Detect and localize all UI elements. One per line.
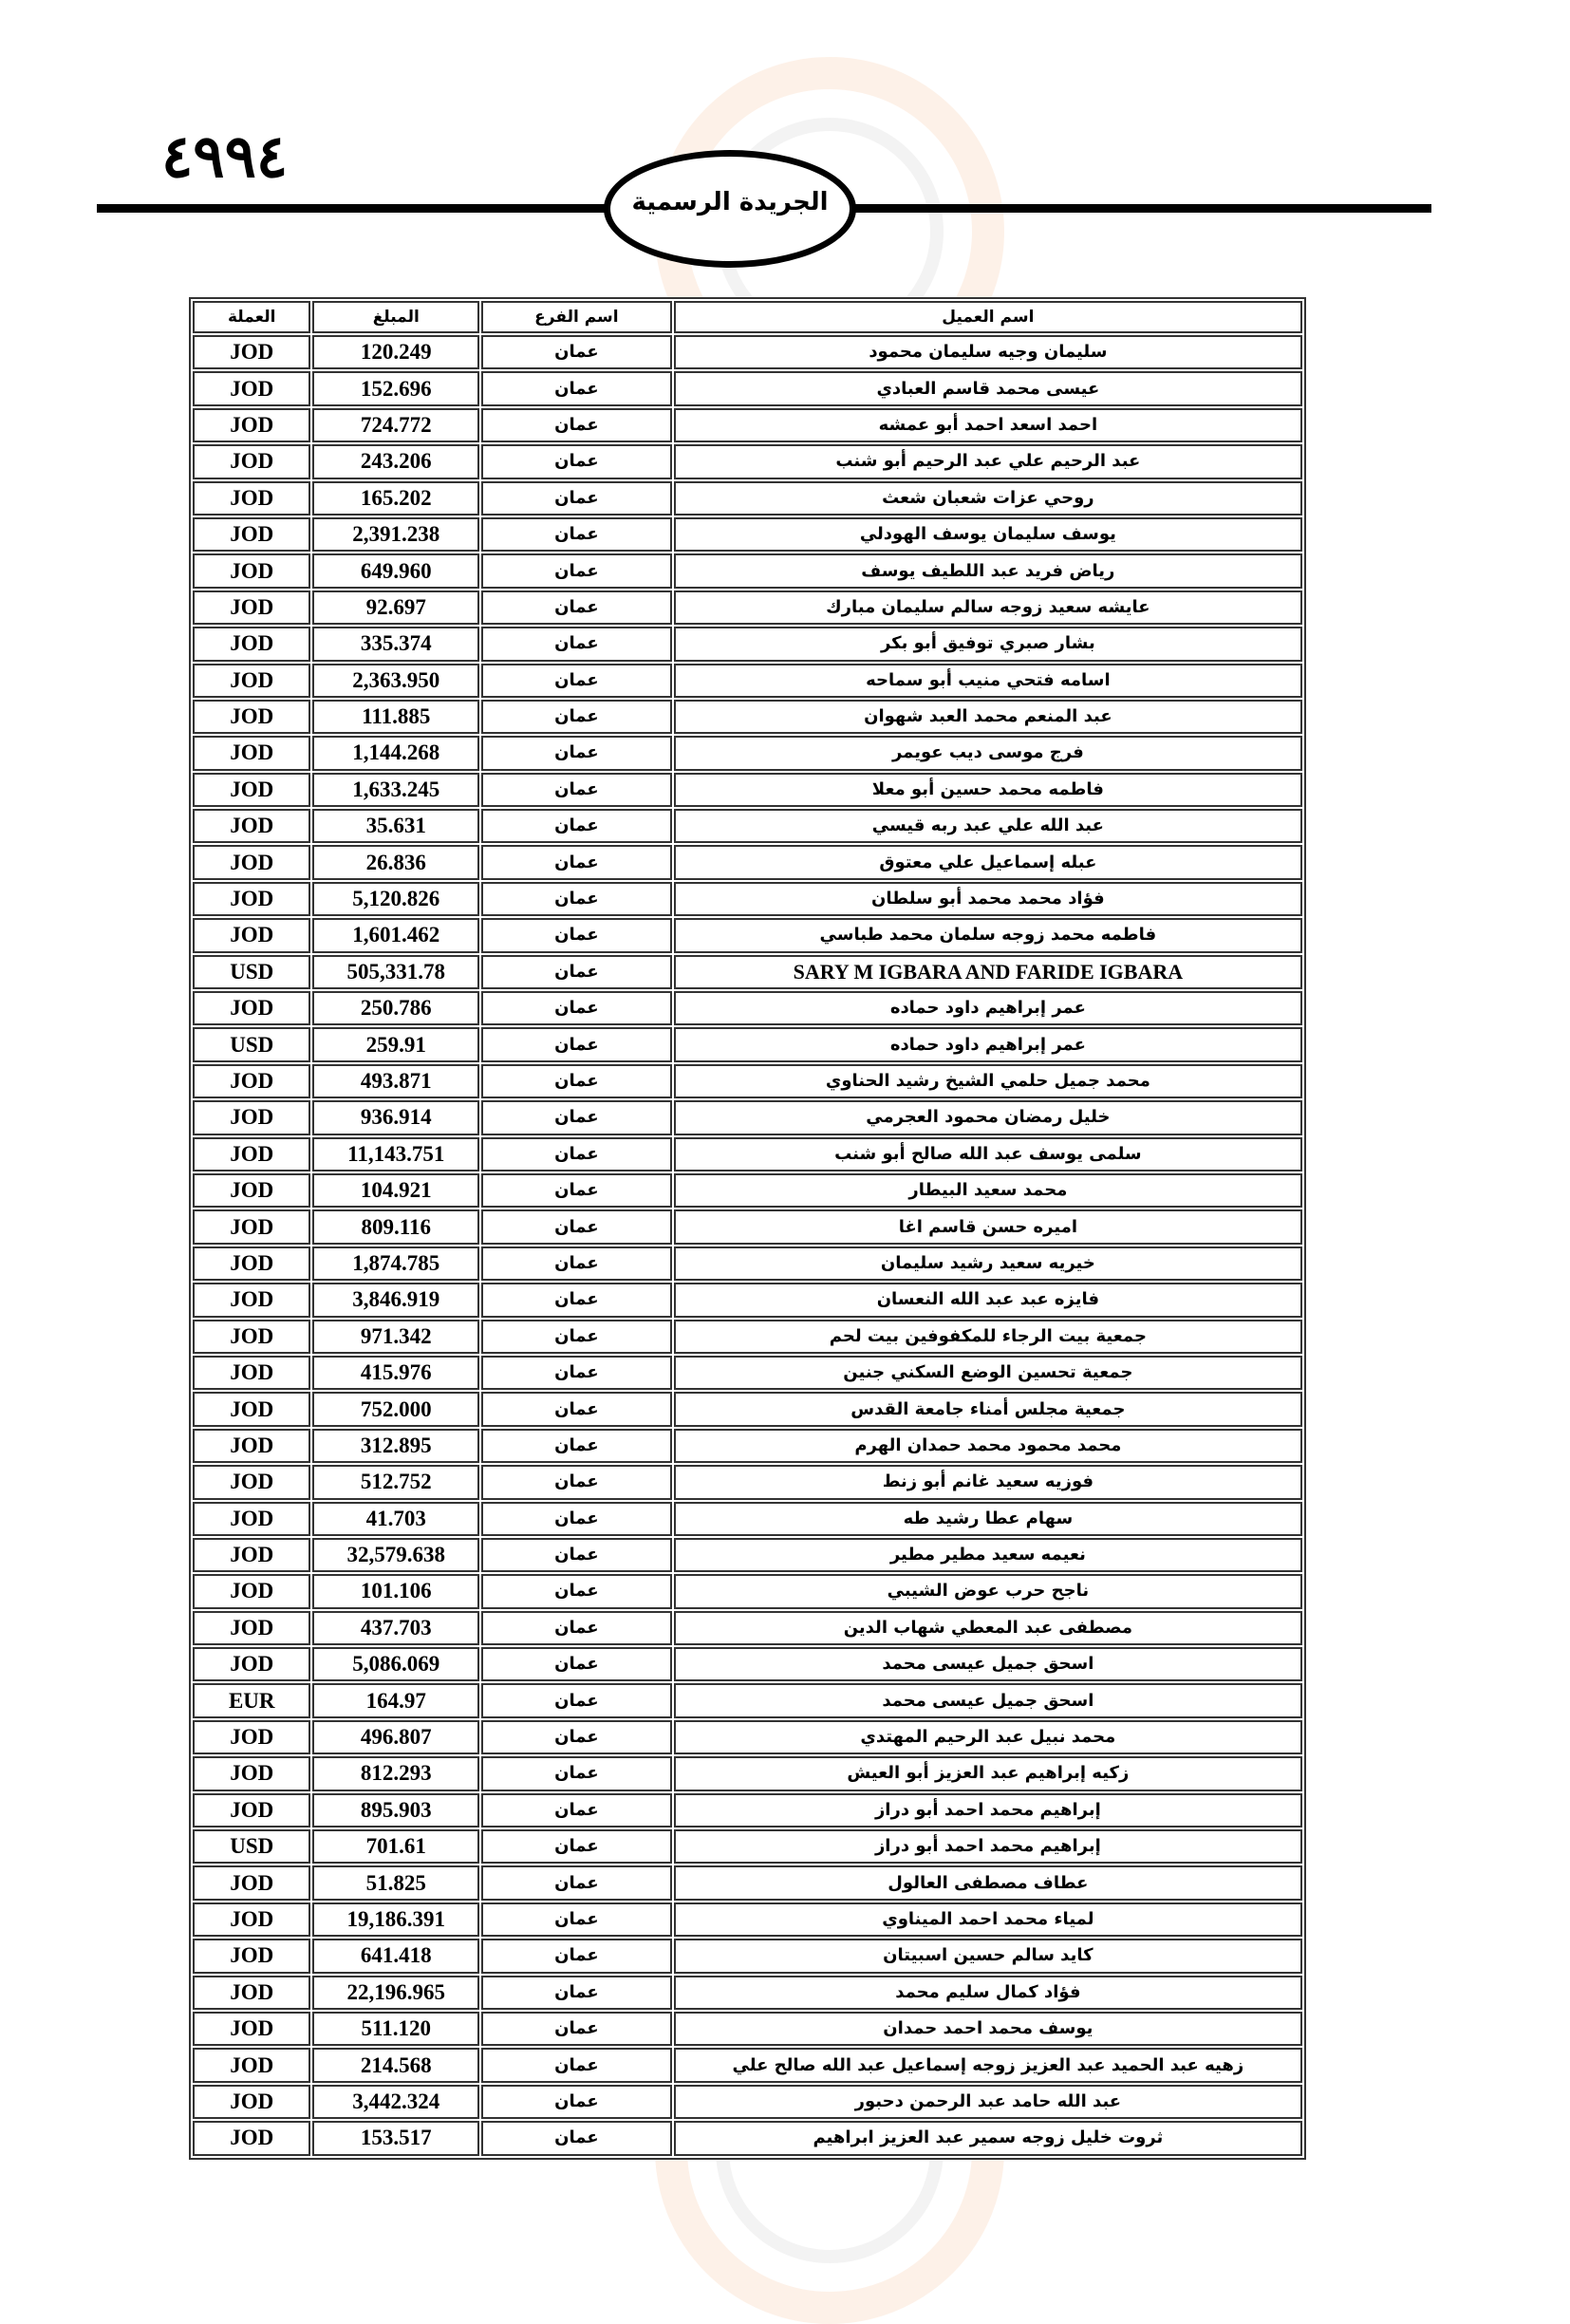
cell-amount: 1,601.462 bbox=[312, 918, 479, 952]
cell-amount: 895.903 bbox=[312, 1793, 479, 1827]
table-row bbox=[193, 1976, 1302, 2010]
cell-name: جمعية تحسين الوضع السكني جنين bbox=[674, 1356, 1302, 1390]
cell-name: عبد المنعم محمد العبد شهوان bbox=[674, 700, 1302, 734]
column-header-currency: العملة bbox=[193, 301, 310, 333]
cell-amount: 3,442.324 bbox=[312, 2085, 479, 2119]
cell-currency: JOD bbox=[193, 1209, 310, 1244]
cell-branch: عمان bbox=[481, 1939, 672, 1973]
cell-branch: عمان bbox=[481, 700, 672, 734]
table-row bbox=[193, 1939, 1302, 1973]
cell-branch: عمان bbox=[481, 517, 672, 552]
table-row bbox=[193, 1246, 1302, 1281]
cell-name: فاطمه محمد حسين أبو معلا bbox=[674, 773, 1302, 807]
cell-currency: JOD bbox=[193, 1538, 310, 1572]
cell-name: خيريه سعيد رشيد سليمان bbox=[674, 1246, 1302, 1281]
cell-branch: عمان bbox=[481, 1976, 672, 2010]
cell-branch: عمان bbox=[481, 736, 672, 770]
cell-name: عبد الله علي عبد ربه قيسي bbox=[674, 809, 1302, 843]
cell-name: فوزيه سعيد غانم أبو زنط bbox=[674, 1465, 1302, 1499]
cell-amount: 104.921 bbox=[312, 1173, 479, 1208]
cell-name: اسامه فتحي منيب أبو سماحه bbox=[674, 664, 1302, 698]
cell-name: خليل رمضان محمود العجرمي bbox=[674, 1100, 1302, 1134]
cell-amount: 2,391.238 bbox=[312, 517, 479, 552]
cell-amount: 1,874.785 bbox=[312, 1246, 479, 1281]
table-row bbox=[193, 1283, 1302, 1317]
table-row bbox=[193, 845, 1302, 879]
cell-branch: عمان bbox=[481, 1829, 672, 1864]
cell-branch: عمان bbox=[481, 1100, 672, 1134]
cell-amount: 19,186.391 bbox=[312, 1902, 479, 1937]
cell-amount: 496.807 bbox=[312, 1720, 479, 1754]
table-row bbox=[193, 1683, 1302, 1717]
cell-branch: عمان bbox=[481, 1246, 672, 1281]
cell-currency: JOD bbox=[193, 1320, 310, 1354]
cell-currency: JOD bbox=[193, 1502, 310, 1536]
cell-branch: عمان bbox=[481, 1574, 672, 1608]
cell-currency: JOD bbox=[193, 736, 310, 770]
cell-currency: JOD bbox=[193, 1574, 310, 1608]
cell-branch: عمان bbox=[481, 1283, 672, 1317]
table-header-row bbox=[193, 301, 1302, 333]
cell-name: فايزه عبد عبد الله النعسان bbox=[674, 1283, 1302, 1317]
cell-amount: 437.703 bbox=[312, 1611, 479, 1645]
table-row bbox=[193, 1173, 1302, 1208]
cell-currency: USD bbox=[193, 1829, 310, 1864]
cell-name: عطاف مصطفى العالول bbox=[674, 1865, 1302, 1900]
cell-branch: عمان bbox=[481, 371, 672, 405]
cell-branch: عمان bbox=[481, 1173, 672, 1208]
cell-amount: 812.293 bbox=[312, 1756, 479, 1790]
cell-name: محمد سعيد البيطار bbox=[674, 1173, 1302, 1208]
table-row bbox=[193, 590, 1302, 625]
table-row bbox=[193, 1209, 1302, 1244]
cell-branch: عمان bbox=[481, 1356, 672, 1390]
table-row bbox=[193, 1320, 1302, 1354]
table-row bbox=[193, 1027, 1302, 1061]
cell-currency: JOD bbox=[193, 1756, 310, 1790]
cell-amount: 5,086.069 bbox=[312, 1647, 479, 1681]
table-row bbox=[193, 1465, 1302, 1499]
cell-branch: عمان bbox=[481, 2012, 672, 2046]
cell-currency: JOD bbox=[193, 481, 310, 515]
table-row bbox=[193, 408, 1302, 442]
cell-name: محمد نبيل عبد الرحيم المهتدي bbox=[674, 1720, 1302, 1754]
cell-name: فؤاد كمال سليم محمد bbox=[674, 1976, 1302, 2010]
cell-currency: JOD bbox=[193, 700, 310, 734]
gazette-title-oval bbox=[604, 150, 856, 268]
cell-currency: JOD bbox=[193, 627, 310, 661]
cell-branch: عمان bbox=[481, 1209, 672, 1244]
table-row bbox=[193, 991, 1302, 1025]
cell-currency: JOD bbox=[193, 1647, 310, 1681]
cell-currency: JOD bbox=[193, 664, 310, 698]
table-row bbox=[193, 1647, 1302, 1681]
cell-name: لمياء محمد احمد الميناوي bbox=[674, 1902, 1302, 1937]
table-row bbox=[193, 1829, 1302, 1864]
table-row bbox=[193, 553, 1302, 588]
cell-currency: JOD bbox=[193, 1793, 310, 1827]
table-row bbox=[193, 371, 1302, 405]
table-row bbox=[193, 1611, 1302, 1645]
cell-branch: عمان bbox=[481, 664, 672, 698]
cell-branch: عمان bbox=[481, 2121, 672, 2155]
cell-name: ثروت خليل زوجه سمير عبد العزيز ابراهيم bbox=[674, 2121, 1302, 2155]
table-row bbox=[193, 517, 1302, 552]
cell-name: فاطمه محمد زوجه سلمان محمد طباسي bbox=[674, 918, 1302, 952]
cell-amount: 936.914 bbox=[312, 1100, 479, 1134]
cell-branch: عمان bbox=[481, 955, 672, 989]
cell-branch: عمان bbox=[481, 918, 672, 952]
cell-amount: 701.61 bbox=[312, 1829, 479, 1864]
cell-name: سليمان وجيه سليمان محمود bbox=[674, 335, 1302, 369]
cell-name: محمد محمود محمد حمدان الهرم bbox=[674, 1429, 1302, 1463]
cell-amount: 41.703 bbox=[312, 1502, 479, 1536]
cell-branch: عمان bbox=[481, 335, 672, 369]
table-row bbox=[193, 1720, 1302, 1754]
table-row bbox=[193, 1902, 1302, 1937]
cell-currency: JOD bbox=[193, 1720, 310, 1754]
cell-name: احمد اسعد احمد أبو عمشه bbox=[674, 408, 1302, 442]
cell-branch: عمان bbox=[481, 773, 672, 807]
cell-name: نعيمه سعيد مطير مطير bbox=[674, 1538, 1302, 1572]
cell-branch: عمان bbox=[481, 1647, 672, 1681]
cell-currency: JOD bbox=[193, 444, 310, 478]
cell-currency: JOD bbox=[193, 2085, 310, 2119]
table-row bbox=[193, 2121, 1302, 2155]
cell-name: سلمى يوسف عبد الله صالح أبو شنب bbox=[674, 1137, 1302, 1171]
cell-name: عبد الله حامد عبد الرحمن دحبور bbox=[674, 2085, 1302, 2119]
cell-branch: عمان bbox=[481, 1793, 672, 1827]
cell-amount: 724.772 bbox=[312, 408, 479, 442]
cell-amount: 505,331.78 bbox=[312, 955, 479, 989]
cell-currency: JOD bbox=[193, 1976, 310, 2010]
cell-branch: عمان bbox=[481, 2048, 672, 2082]
cell-amount: 649.960 bbox=[312, 553, 479, 588]
cell-name: فرج موسى ديب عويمر bbox=[674, 736, 1302, 770]
cell-branch: عمان bbox=[481, 553, 672, 588]
cell-currency: JOD bbox=[193, 1865, 310, 1900]
table-row bbox=[193, 918, 1302, 952]
cell-name: عمر إبراهيم داود حماده bbox=[674, 991, 1302, 1025]
table-row bbox=[193, 1756, 1302, 1790]
column-header-branch: اسم الفرع bbox=[481, 301, 672, 333]
cell-name: ناجح حرب عوض الشيبي bbox=[674, 1574, 1302, 1608]
cell-amount: 152.696 bbox=[312, 371, 479, 405]
cell-branch: عمان bbox=[481, 1465, 672, 1499]
cell-amount: 809.116 bbox=[312, 1209, 479, 1244]
cell-name: يوسف سليمان يوسف الهودلي bbox=[674, 517, 1302, 552]
cell-currency: JOD bbox=[193, 1100, 310, 1134]
cell-branch: عمان bbox=[481, 590, 672, 625]
table-row bbox=[193, 1100, 1302, 1134]
cell-name: عبله إسماعيل علي معتوق bbox=[674, 845, 1302, 879]
cell-currency: JOD bbox=[193, 918, 310, 952]
cell-amount: 312.895 bbox=[312, 1429, 479, 1463]
cell-currency: JOD bbox=[193, 991, 310, 1025]
table-row bbox=[193, 1429, 1302, 1463]
cell-amount: 511.120 bbox=[312, 2012, 479, 2046]
table-row bbox=[193, 2048, 1302, 2082]
cell-name: فؤاد محمد محمد أبو سلطان bbox=[674, 882, 1302, 916]
cell-name: اسحق جميل عيسى محمد bbox=[674, 1647, 1302, 1681]
cell-currency: JOD bbox=[193, 2012, 310, 2046]
cell-amount: 641.418 bbox=[312, 1939, 479, 1973]
cell-currency: JOD bbox=[193, 408, 310, 442]
cell-branch: عمان bbox=[481, 1538, 672, 1572]
table-row bbox=[193, 2012, 1302, 2046]
cell-amount: 153.517 bbox=[312, 2121, 479, 2155]
cell-amount: 512.752 bbox=[312, 1465, 479, 1499]
cell-amount: 111.885 bbox=[312, 700, 479, 734]
cell-currency: JOD bbox=[193, 882, 310, 916]
cell-currency: JOD bbox=[193, 590, 310, 625]
cell-amount: 214.568 bbox=[312, 2048, 479, 2082]
table-row bbox=[193, 664, 1302, 698]
cell-branch: عمان bbox=[481, 1902, 672, 1937]
cell-branch: عمان bbox=[481, 1027, 672, 1061]
cell-branch: عمان bbox=[481, 809, 672, 843]
accounts-table bbox=[189, 297, 1306, 2160]
cell-currency: JOD bbox=[193, 845, 310, 879]
cell-currency: JOD bbox=[193, 1465, 310, 1499]
cell-name: كايد سالم حسين اسبيتان bbox=[674, 1939, 1302, 1973]
cell-branch: عمان bbox=[481, 1320, 672, 1354]
cell-name: يوسف محمد احمد حمدان bbox=[674, 2012, 1302, 2046]
cell-branch: عمان bbox=[481, 1064, 672, 1098]
cell-amount: 335.374 bbox=[312, 627, 479, 661]
cell-currency: JOD bbox=[193, 2121, 310, 2155]
cell-name: اميره حسن قاسم اغا bbox=[674, 1209, 1302, 1244]
cell-name: رياض فريد عبد اللطيف يوسف bbox=[674, 553, 1302, 588]
cell-currency: JOD bbox=[193, 1064, 310, 1098]
column-header-amount: المبلغ bbox=[312, 301, 479, 333]
cell-branch: عمان bbox=[481, 1137, 672, 1171]
cell-amount: 35.631 bbox=[312, 809, 479, 843]
cell-branch: عمان bbox=[481, 2085, 672, 2119]
table-body bbox=[193, 335, 1302, 2156]
cell-branch: عمان bbox=[481, 1720, 672, 1754]
table-row bbox=[193, 882, 1302, 916]
table-row bbox=[193, 1502, 1302, 1536]
column-header-name: اسم العميل bbox=[674, 301, 1302, 333]
table-row bbox=[193, 955, 1302, 989]
cell-name: زكيه إبراهيم عبد العزيز أبو العيش bbox=[674, 1756, 1302, 1790]
cell-currency: JOD bbox=[193, 553, 310, 588]
cell-name: عيسى محمد قاسم العبادي bbox=[674, 371, 1302, 405]
cell-amount: 165.202 bbox=[312, 481, 479, 515]
table-row bbox=[193, 1064, 1302, 1098]
cell-branch: عمان bbox=[481, 1683, 672, 1717]
cell-name: سهام عطا رشيد طه bbox=[674, 1502, 1302, 1536]
cell-name: جمعية مجلس أمناء جامعة القدس bbox=[674, 1392, 1302, 1426]
cell-branch: عمان bbox=[481, 627, 672, 661]
cell-name: عبد الرحيم علي عبد الرحيم أبو شنب bbox=[674, 444, 1302, 478]
cell-amount: 493.871 bbox=[312, 1064, 479, 1098]
cell-name: اسحق جميل عيسى محمد bbox=[674, 1683, 1302, 1717]
table-row bbox=[193, 1137, 1302, 1171]
cell-amount: 5,120.826 bbox=[312, 882, 479, 916]
cell-amount: 51.825 bbox=[312, 1865, 479, 1900]
table-row bbox=[193, 1574, 1302, 1608]
table-row bbox=[193, 627, 1302, 661]
cell-branch: عمان bbox=[481, 1392, 672, 1426]
cell-branch: عمان bbox=[481, 845, 672, 879]
cell-branch: عمان bbox=[481, 481, 672, 515]
cell-branch: عمان bbox=[481, 1756, 672, 1790]
cell-currency: JOD bbox=[193, 1173, 310, 1208]
cell-currency: USD bbox=[193, 955, 310, 989]
cell-branch: عمان bbox=[481, 408, 672, 442]
table-row bbox=[193, 700, 1302, 734]
table-row bbox=[193, 335, 1302, 369]
cell-currency: JOD bbox=[193, 1902, 310, 1937]
cell-amount: 101.106 bbox=[312, 1574, 479, 1608]
cell-name: عايشه سعيد زوجه سالم سليمان مبارك bbox=[674, 590, 1302, 625]
cell-currency: JOD bbox=[193, 335, 310, 369]
table-row bbox=[193, 1356, 1302, 1390]
cell-amount: 243.206 bbox=[312, 444, 479, 478]
cell-amount: 92.697 bbox=[312, 590, 479, 625]
table-row bbox=[193, 736, 1302, 770]
cell-amount: 22,196.965 bbox=[312, 1976, 479, 2010]
cell-amount: 250.786 bbox=[312, 991, 479, 1025]
cell-currency: JOD bbox=[193, 1429, 310, 1463]
cell-amount: 1,633.245 bbox=[312, 773, 479, 807]
cell-name: زهيه عبد الحميد عبد العزيز زوجه إسماعيل عبد الله صالح علي bbox=[674, 2048, 1302, 2082]
table-row bbox=[193, 1793, 1302, 1827]
cell-branch: عمان bbox=[481, 1611, 672, 1645]
cell-name: محمد جميل حلمي الشيخ رشيد الحناوي bbox=[674, 1064, 1302, 1098]
cell-currency: JOD bbox=[193, 1283, 310, 1317]
cell-amount: 120.249 bbox=[312, 335, 479, 369]
cell-name: SARY M IGBARA AND FARIDE IGBARA bbox=[674, 955, 1302, 989]
cell-amount: 415.976 bbox=[312, 1356, 479, 1390]
cell-currency: JOD bbox=[193, 809, 310, 843]
cell-amount: 11,143.751 bbox=[312, 1137, 479, 1171]
cell-currency: JOD bbox=[193, 1137, 310, 1171]
cell-currency: JOD bbox=[193, 1392, 310, 1426]
cell-branch: عمان bbox=[481, 1865, 672, 1900]
cell-amount: 259.91 bbox=[312, 1027, 479, 1061]
cell-amount: 164.97 bbox=[312, 1683, 479, 1717]
cell-branch: عمان bbox=[481, 882, 672, 916]
cell-amount: 1,144.268 bbox=[312, 736, 479, 770]
table-row bbox=[193, 1538, 1302, 1572]
cell-currency: JOD bbox=[193, 517, 310, 552]
page-number: ٤٩٩٤ bbox=[161, 122, 289, 191]
cell-branch: عمان bbox=[481, 1429, 672, 1463]
cell-currency: EUR bbox=[193, 1683, 310, 1717]
cell-currency: JOD bbox=[193, 1939, 310, 1973]
cell-amount: 752.000 bbox=[312, 1392, 479, 1426]
cell-amount: 2,363.950 bbox=[312, 664, 479, 698]
cell-branch: عمان bbox=[481, 1502, 672, 1536]
cell-name: إبراهيم محمد احمد أبو دراز bbox=[674, 1793, 1302, 1827]
cell-currency: JOD bbox=[193, 1611, 310, 1645]
gazette-title: الجريدة الرسمية bbox=[631, 188, 829, 216]
cell-amount: 26.836 bbox=[312, 845, 479, 879]
cell-branch: عمان bbox=[481, 991, 672, 1025]
table-row bbox=[193, 2085, 1302, 2119]
cell-amount: 3,846.919 bbox=[312, 1283, 479, 1317]
cell-name: بشار صبري توفيق أبو بكر bbox=[674, 627, 1302, 661]
cell-currency: JOD bbox=[193, 1356, 310, 1390]
cell-amount: 971.342 bbox=[312, 1320, 479, 1354]
cell-branch: عمان bbox=[481, 444, 672, 478]
table-row bbox=[193, 1865, 1302, 1900]
cell-name: مصطفى عبد المعطي شهاب الدين bbox=[674, 1611, 1302, 1645]
table-row bbox=[193, 773, 1302, 807]
table-row bbox=[193, 1392, 1302, 1426]
cell-currency: JOD bbox=[193, 1246, 310, 1281]
cell-currency: JOD bbox=[193, 2048, 310, 2082]
table-row bbox=[193, 809, 1302, 843]
cell-currency: JOD bbox=[193, 371, 310, 405]
cell-amount: 32,579.638 bbox=[312, 1538, 479, 1572]
cell-currency: USD bbox=[193, 1027, 310, 1061]
cell-currency: JOD bbox=[193, 773, 310, 807]
table-row bbox=[193, 481, 1302, 515]
table-row bbox=[193, 444, 1302, 478]
cell-name: جمعية بيت الرجاء للمكفوفين بيت لحم bbox=[674, 1320, 1302, 1354]
cell-name: عمر إبراهيم داود حماده bbox=[674, 1027, 1302, 1061]
cell-name: روحي عزات شعبان شعث bbox=[674, 481, 1302, 515]
cell-name: إبراهيم محمد احمد أبو دراز bbox=[674, 1829, 1302, 1864]
